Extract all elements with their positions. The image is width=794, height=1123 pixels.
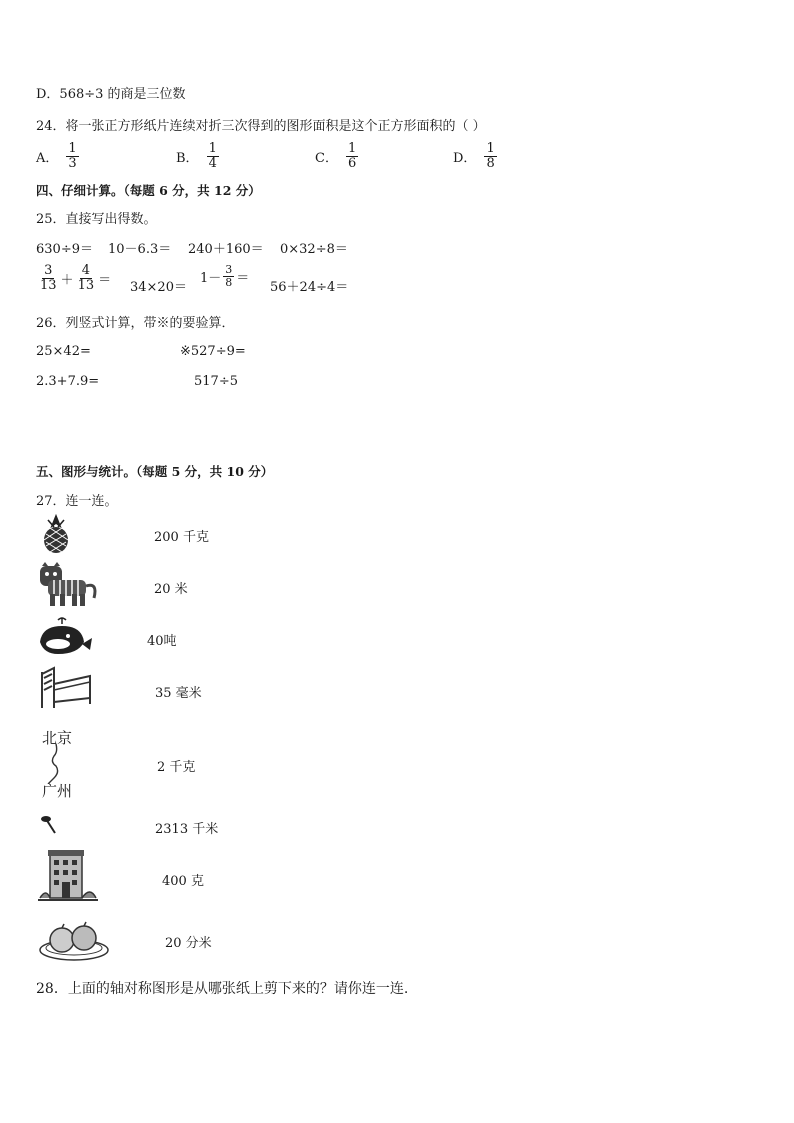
q25-expr-8: 56＋24÷4＝ [270, 280, 349, 295]
tiger-icon [38, 562, 100, 610]
fraction [346, 142, 358, 172]
q26-question: 26．列竖式计算，带※的要验算． [36, 316, 235, 331]
fraction [207, 142, 219, 172]
denominator: 13 [77, 278, 95, 294]
q25-expr-1: 630÷9＝ [36, 242, 93, 257]
option-label: D． [453, 151, 477, 167]
unit-label[interactable]: 20 分米 [165, 936, 212, 951]
q25-expr-2: 10－6.3＝ [108, 242, 172, 257]
numerator: 1 [68, 141, 77, 156]
unit-label[interactable]: 2 千克 [157, 760, 196, 775]
denominator: 13 [40, 278, 57, 294]
q25-expr-4: 0×32÷8＝ [280, 242, 348, 257]
unit-label[interactable]: 400 克 [162, 874, 204, 889]
bed-icon [38, 664, 94, 710]
equals-sign: ＝ [98, 273, 112, 289]
option-label: C． [315, 151, 338, 167]
map-label-beijing: 北京 [42, 729, 73, 747]
fraction [223, 264, 234, 289]
unit-label[interactable]: 40吨 [147, 634, 177, 649]
option-label: A． [36, 151, 59, 167]
equals-sign: ＝ [236, 271, 250, 287]
numerator: 3 [225, 263, 233, 276]
fruit-plate-icon [38, 918, 110, 962]
q24-option-a[interactable] [36, 142, 81, 172]
q26-expr-1: 25×42= [36, 344, 91, 359]
section-4-title: 四、仔细计算。（每题 6 分，共 12 分） [36, 183, 261, 198]
unit-label[interactable]: 35 毫米 [155, 686, 202, 701]
q28-question: 28．上面的轴对称图形是从哪张纸上剪下来的？请你连一连. [36, 981, 409, 997]
q26-expr-4: 517÷5 [194, 374, 238, 389]
section-5-title: 五、图形与统计。（每题 5 分，共 10 分） [36, 464, 274, 479]
unit-label[interactable]: 2313 千米 [155, 822, 219, 837]
denominator: 4 [208, 156, 217, 172]
unit-label[interactable]: 200 千克 [154, 530, 209, 545]
pineapple-icon [38, 514, 74, 554]
denominator: 8 [225, 276, 233, 290]
map-label-guangzhou: 广州 [42, 782, 73, 800]
q27-question: 27．连一连。 [36, 494, 118, 509]
denominator: 8 [486, 156, 495, 172]
q26-expr-3: 2.3+7.9= [36, 374, 100, 389]
denominator: 6 [347, 156, 357, 172]
q24-option-b[interactable] [176, 142, 221, 172]
q25-expr-5 [36, 264, 111, 294]
expr-prefix: 1－ [200, 271, 222, 287]
denominator: 3 [68, 156, 77, 172]
numerator: 1 [486, 141, 495, 156]
q25-question: 25．直接写出得数。 [36, 212, 157, 227]
route-line-icon [44, 744, 64, 784]
plus-sign: ＋ [60, 273, 74, 289]
thumbtack-icon [40, 814, 58, 834]
q25-expr-6: 34×20＝ [130, 280, 187, 295]
fraction [38, 264, 59, 294]
option-label: B． [176, 151, 199, 167]
q24-question: 24．将一张正方形纸片连续对折三次得到的图形面积是这个正方形面积的（ ） [36, 119, 486, 134]
q24-option-d[interactable] [453, 142, 499, 172]
q24-option-c[interactable] [315, 142, 360, 172]
q25-expr-7 [200, 264, 249, 289]
numerator: 1 [208, 141, 217, 156]
whale-icon [38, 616, 94, 658]
q26-expr-2: ※527÷9= [180, 344, 246, 359]
numerator: 3 [44, 263, 53, 278]
unit-label[interactable]: 20 米 [154, 582, 188, 597]
q25-expr-3: 240＋160＝ [188, 242, 264, 257]
fraction [76, 264, 97, 294]
fraction [484, 142, 496, 172]
q23-option-d: D．568÷3 的商是三位数 [36, 87, 186, 102]
fraction [66, 142, 78, 172]
numerator: 1 [347, 141, 357, 156]
building-icon [38, 848, 98, 904]
numerator: 4 [81, 263, 90, 278]
